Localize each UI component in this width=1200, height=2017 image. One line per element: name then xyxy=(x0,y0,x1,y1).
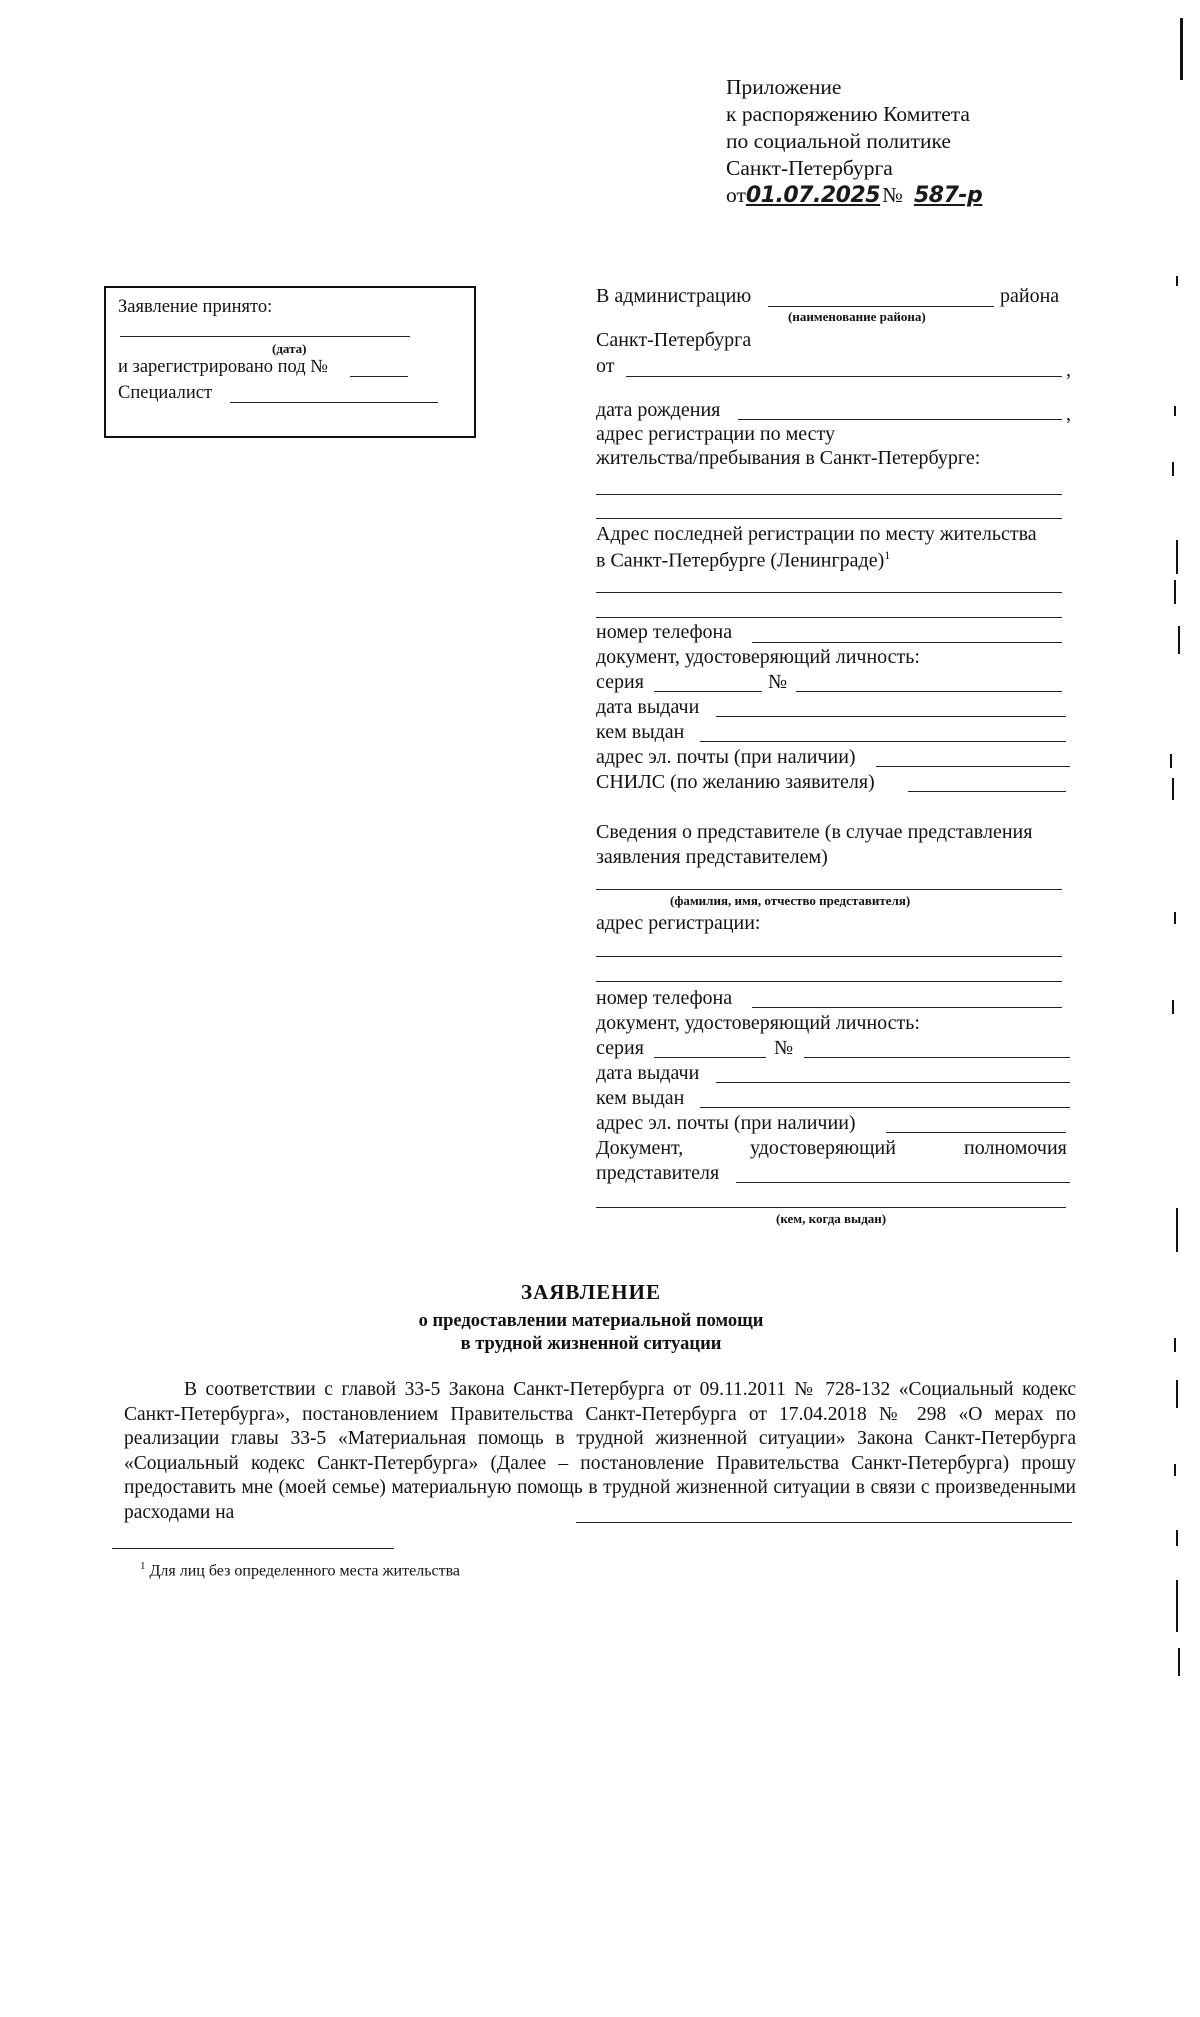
appendix-line: по социальной политике xyxy=(726,129,951,153)
scan-mark xyxy=(1176,1530,1178,1546)
specialist-label: Специалист xyxy=(118,383,213,403)
birth-date-label: дата рождения xyxy=(596,399,721,421)
rep-authority-label: Документ, xyxy=(596,1137,684,1159)
scan-mark xyxy=(1174,1338,1176,1352)
last-reg-label: Адрес последней регистрации по месту жительства xyxy=(596,523,1037,545)
scan-mark xyxy=(1178,626,1180,654)
appendix-line: Приложение xyxy=(726,75,842,99)
rep-name-field[interactable] xyxy=(596,889,1062,890)
doc-number-field[interactable] xyxy=(796,691,1062,692)
applicant-name-field[interactable] xyxy=(626,376,1062,377)
document-title xyxy=(0,1280,1200,1355)
specialist-field[interactable] xyxy=(230,402,438,403)
rep-authority-caption: (кем, когда выдан) xyxy=(776,1211,887,1226)
id-doc-label: документ, удостоверяющий личность: xyxy=(596,646,920,668)
issue-date-label: дата выдачи xyxy=(596,696,700,718)
email-field[interactable] xyxy=(876,766,1070,767)
accepted-date-field[interactable] xyxy=(120,336,410,337)
rep-id-doc-label: документ, удостоверяющий личность: xyxy=(596,1012,920,1034)
appendix-date-line xyxy=(726,182,982,209)
scan-mark xyxy=(1170,754,1172,768)
rep-info-label: Сведения о представителе (в случае представления xyxy=(596,821,1033,843)
issued-by-field[interactable] xyxy=(700,741,1066,742)
from-label: от xyxy=(596,355,615,377)
scan-mark xyxy=(1172,462,1174,476)
footnote xyxy=(140,1560,460,1580)
accepted-label: Заявление принято: xyxy=(118,297,273,317)
reg-address-field-1[interactable] xyxy=(596,494,1062,495)
appendix-line: Санкт-Петербурга xyxy=(726,156,893,180)
scan-mark xyxy=(1176,1380,1178,1408)
last-reg-label-text: в Санкт-Петербурге (Ленинграде) xyxy=(596,549,885,572)
rep-authority-field-2[interactable] xyxy=(596,1207,1066,1208)
rep-issue-date-field[interactable] xyxy=(716,1082,1070,1083)
phone-field[interactable] xyxy=(752,642,1062,643)
appendix-number-label: № xyxy=(882,183,903,207)
issued-by-label: кем выдан xyxy=(596,721,685,743)
rep-reg-address-field-1[interactable] xyxy=(596,956,1062,957)
administration-label: В администрацию xyxy=(596,285,752,307)
scan-mark xyxy=(1174,1464,1176,1476)
rep-issued-by-field[interactable] xyxy=(700,1107,1070,1108)
last-reg-field-2[interactable] xyxy=(596,617,1062,618)
handwritten-date: 01.07.2025 xyxy=(745,183,881,208)
rep-authority-label: полномочия xyxy=(964,1137,1067,1159)
expenses-field[interactable] xyxy=(576,1522,1072,1523)
reg-address-field-2[interactable] xyxy=(596,518,1062,519)
phone-label: номер телефона xyxy=(596,621,733,643)
appendix-line: к распоряжению Комитета xyxy=(726,102,970,126)
footnote-text: Для лиц без определенного места жительства xyxy=(149,1562,461,1580)
scan-mark xyxy=(1178,1648,1180,1676)
rep-issued-by-label: кем выдан xyxy=(596,1087,685,1109)
rep-authority-label: удостоверяющий xyxy=(750,1137,896,1159)
comma: , xyxy=(1066,359,1071,381)
scan-mark xyxy=(1172,778,1174,800)
title-heading: ЗАЯВЛЕНИЕ xyxy=(521,1280,661,1304)
appendix-header xyxy=(726,74,982,209)
scan-mark xyxy=(1172,1000,1174,1014)
scan-mark xyxy=(1176,1208,1178,1252)
rep-email-field[interactable] xyxy=(886,1132,1066,1133)
number-label: № xyxy=(768,671,788,693)
rep-series-label: серия xyxy=(596,1037,644,1059)
district-field[interactable] xyxy=(768,306,994,307)
city-label: Санкт-Петербурга xyxy=(596,329,752,351)
birth-date-field[interactable] xyxy=(738,419,1062,420)
email-label: адрес эл. почты (при наличии) xyxy=(596,746,856,768)
registration-box xyxy=(104,286,476,438)
rep-authority-field-1[interactable] xyxy=(736,1182,1070,1183)
footnote-number: 1 xyxy=(140,1560,146,1572)
rep-reg-address-field-2[interactable] xyxy=(596,981,1062,982)
body-text: В соответствии с главой 33-5 Закона Санкт-Петербурга от 09.11.2011 № 728-132 «Социальный кодекс Санкт-Петербурга», постановлением Правительства Санкт-Петербурга от 17.04.2018 № 298 «О мерах по реализации главы 33-5 «Материальная помощь в трудной жизненной ситуации» Закона Санкт-Петербурга «Социальный кодекс Санкт-Петербурга» (Далее – постановление Правительства Санкт-Петербурга) прошу предоставить мне (моей семье) материальную помощь в трудной жизненной ситуации в связи с произведенными расходами на xyxy=(124,1379,1076,1523)
district-label: района xyxy=(1000,285,1060,307)
scan-mark xyxy=(1174,580,1176,604)
footnote-ref: 1 xyxy=(884,548,891,562)
rep-name-caption: (фамилия, имя, отчество представителя) xyxy=(670,893,911,908)
scan-mark xyxy=(1176,276,1178,286)
reg-address-label: адрес регистрации по месту xyxy=(596,423,836,445)
scan-mark xyxy=(1176,1580,1178,1632)
rep-series-field[interactable] xyxy=(654,1057,766,1058)
last-reg-label-2 xyxy=(596,549,890,571)
title-subtitle: в трудной жизненной ситуации xyxy=(460,1334,722,1354)
registered-label: и зарегистрировано под № xyxy=(118,357,328,377)
scan-mark xyxy=(1180,18,1183,80)
rep-info-label: заявления представителем) xyxy=(596,846,828,868)
rep-authority-label: представителя xyxy=(596,1162,720,1184)
scan-mark xyxy=(1174,406,1176,416)
rep-number-label: № xyxy=(774,1037,794,1059)
issue-date-field[interactable] xyxy=(716,716,1066,717)
rep-phone-field[interactable] xyxy=(752,1007,1062,1008)
handwritten-number: 587-р xyxy=(913,183,983,208)
district-caption: (наименование района) xyxy=(788,309,926,324)
application-body xyxy=(124,1378,1076,1526)
series-label: серия xyxy=(596,671,644,693)
comma: , xyxy=(1066,403,1071,425)
rep-phone-label: номер телефона xyxy=(596,987,733,1009)
series-field[interactable] xyxy=(654,691,762,692)
footnote-divider xyxy=(112,1548,394,1549)
appendix-from-label: от xyxy=(726,183,746,207)
registration-number-field[interactable] xyxy=(350,376,408,377)
scan-mark xyxy=(1176,540,1178,574)
last-reg-field-1[interactable] xyxy=(596,592,1062,593)
rep-issue-date-label: дата выдачи xyxy=(596,1062,700,1084)
date-caption: (дата) xyxy=(272,341,307,356)
title-subtitle: о предоставлении материальной помощи xyxy=(418,1311,764,1331)
snils-label: СНИЛС (по желанию заявителя) xyxy=(596,771,875,793)
body-paragraph xyxy=(124,1378,1076,1526)
rep-email-label: адрес эл. почты (при наличии) xyxy=(596,1112,856,1134)
rep-doc-number-field[interactable] xyxy=(804,1057,1070,1058)
reg-address-label: жительства/пребывания в Санкт-Петербурге: xyxy=(596,447,981,469)
snils-field[interactable] xyxy=(908,791,1066,792)
rep-reg-address-label: адрес регистрации: xyxy=(596,912,761,934)
scan-mark xyxy=(1174,912,1176,924)
